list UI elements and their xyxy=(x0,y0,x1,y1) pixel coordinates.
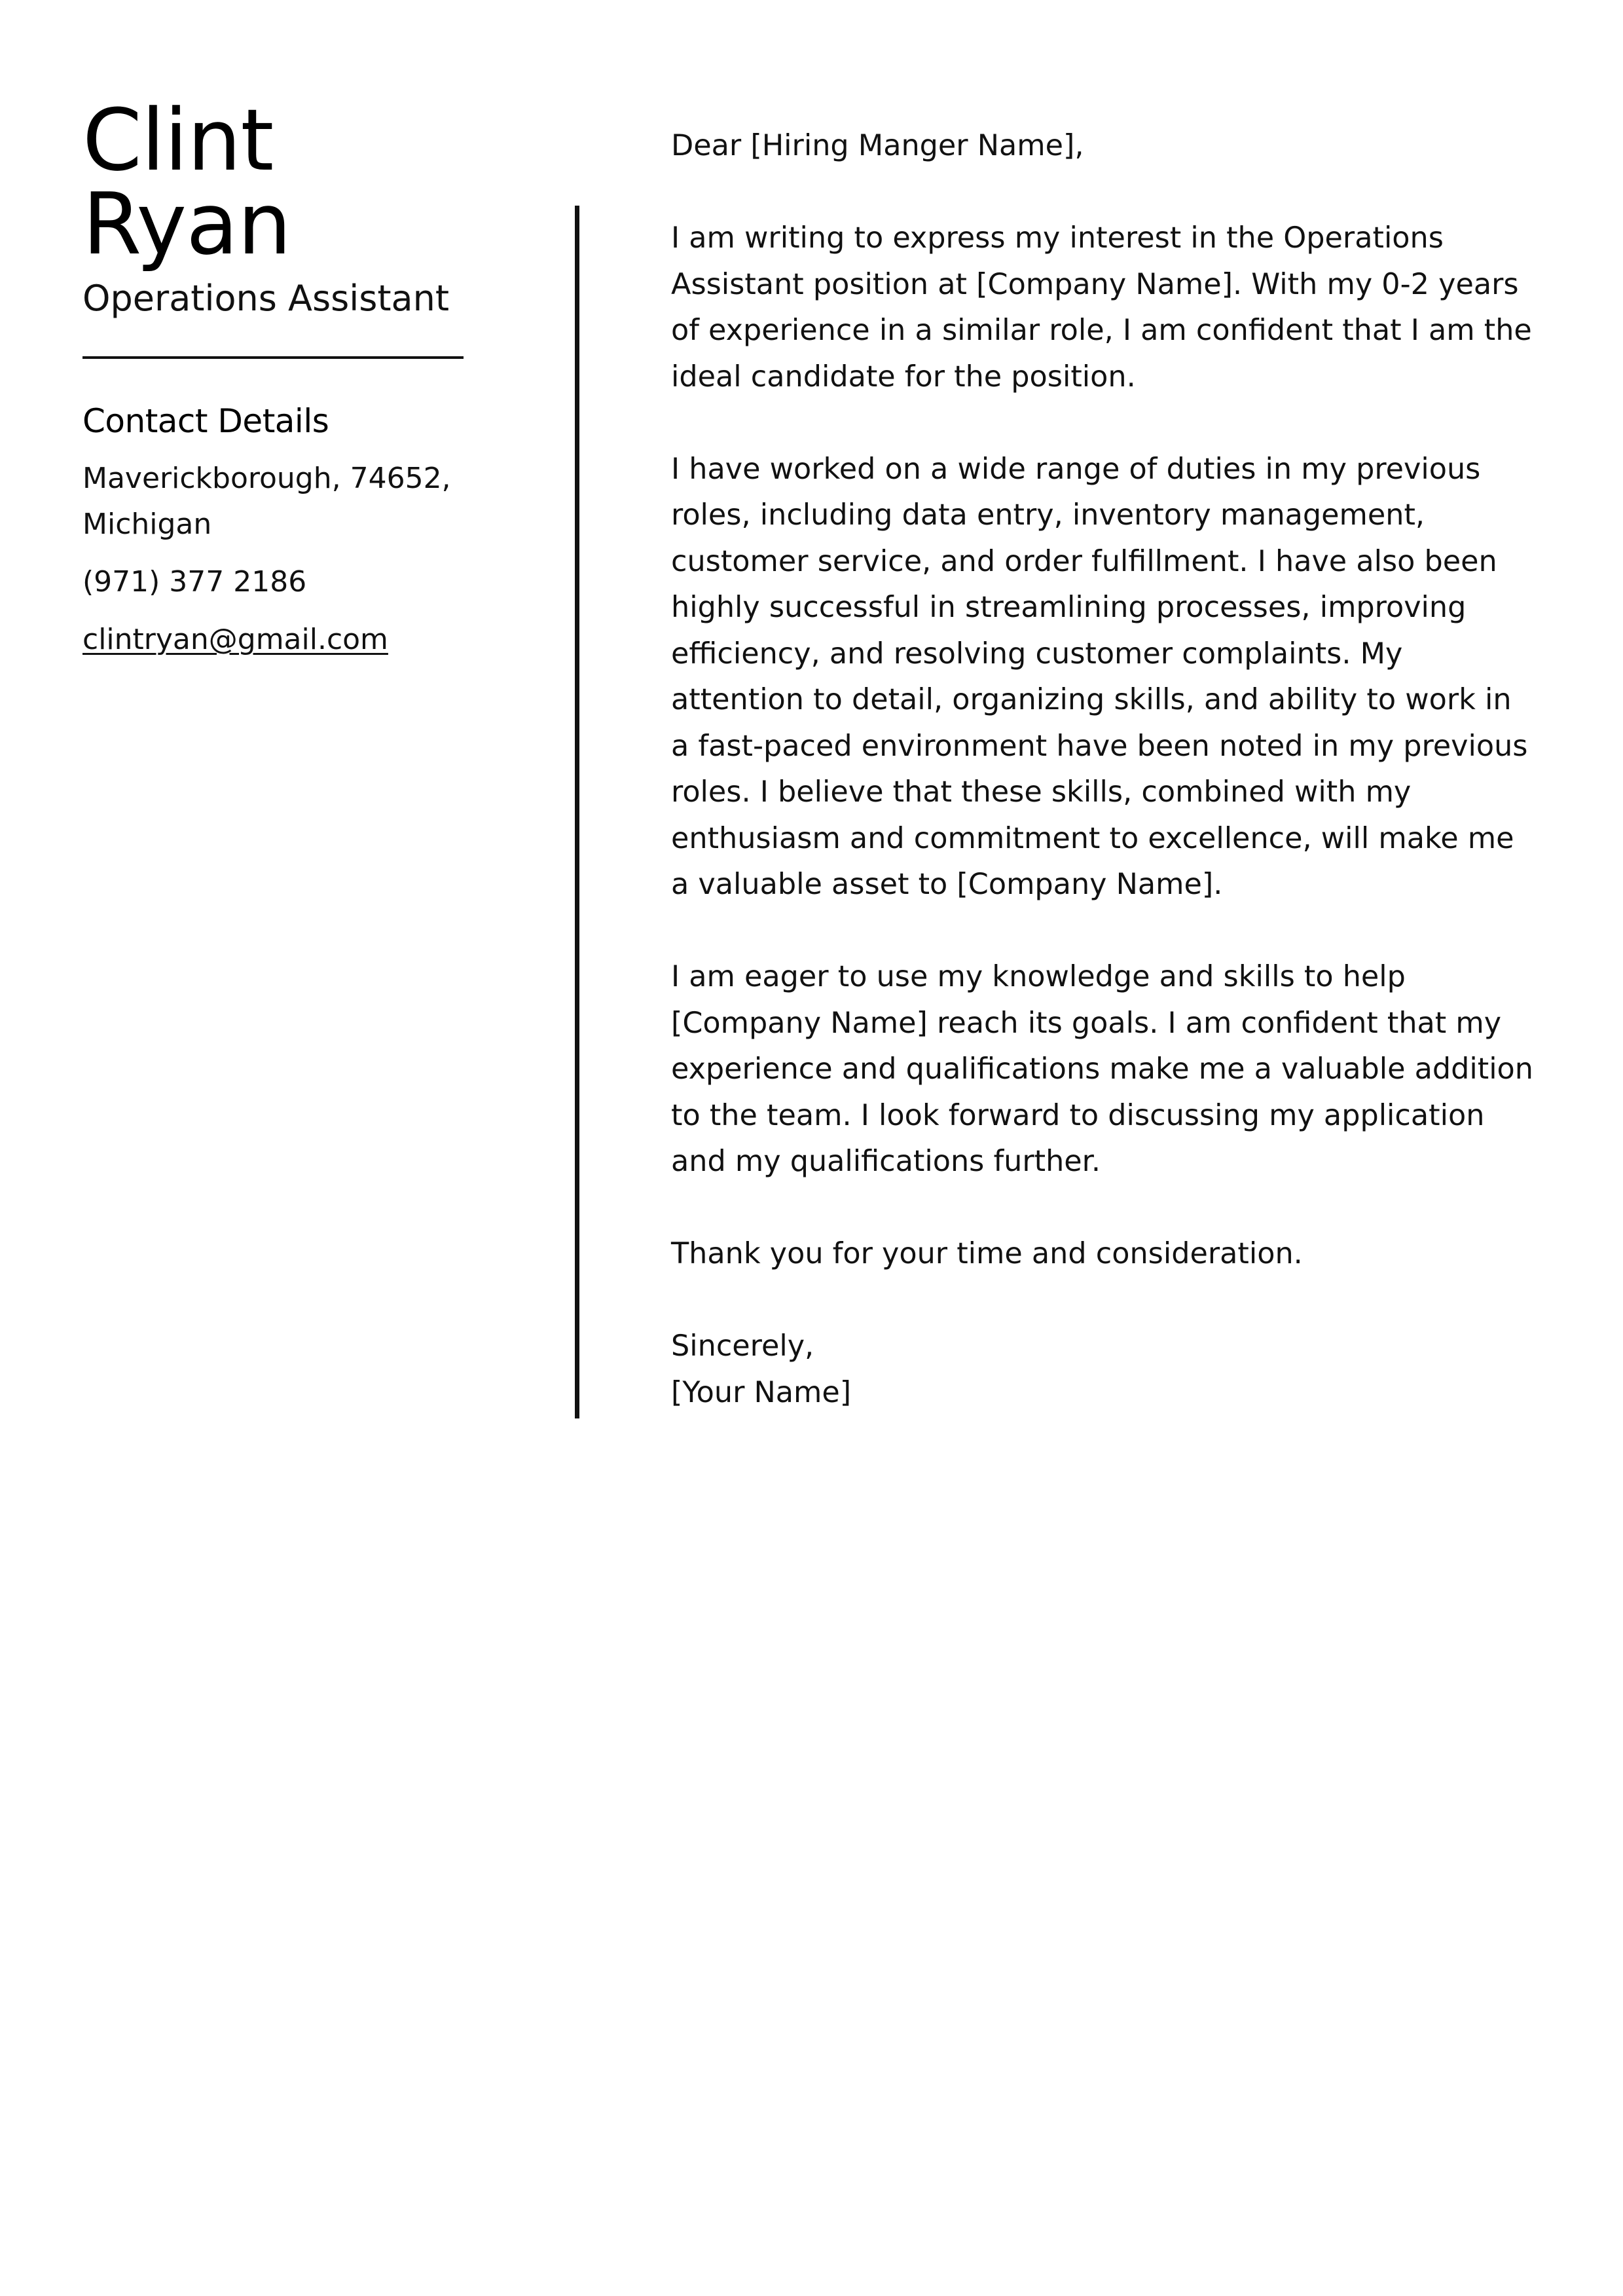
paragraph-thanks: Thank you for your time and consideration. xyxy=(671,1237,1303,1270)
contact-phone: (971) 377 2186 xyxy=(82,565,307,599)
signature: [Your Name] xyxy=(671,1375,852,1409)
job-title: Operations Assistant xyxy=(82,278,450,319)
contact-heading: Contact Details xyxy=(82,402,329,440)
paragraph-experience: I have worked on a wide range of duties in my previous roles, including data entry, inventory management, customer service, and order fulfillment. I have also been highly successful in streamlining processes, improving efficiency, and resolving customer complaints. My attention to detail, organizing skills, and ability to work in a fast-paced environment have been noted in my previous roles. I believe that these skills, combined with my enthusiasm and commitment to excellence, will make me a valuable asset to [Company Name]. xyxy=(671,452,1528,901)
email-link[interactable]: clintryan@gmail.com xyxy=(82,623,388,656)
vertical-divider xyxy=(575,206,579,1418)
first-name: Clint xyxy=(82,90,274,190)
candidate-name xyxy=(82,90,475,274)
paragraph-intro: I am writing to express my interest in the Operations Assistant position at [Company Name]. With my 0-2 years of experience in a similar role, I am confident that I am the ideal candidate for the position. xyxy=(671,221,1532,394)
contact-address xyxy=(82,456,475,547)
paragraph-goals: I am eager to use my knowledge and skills to help [Company Name] reach its goals. I am confident that my experience and qualifications make me a valuable addition to the team. I look forward to discussing my application and my qualifications further. xyxy=(671,960,1533,1178)
title-divider xyxy=(82,356,464,359)
last-name: Ryan xyxy=(82,174,291,274)
contact-email-row xyxy=(82,617,475,663)
closing: Sincerely, xyxy=(671,1329,814,1363)
salutation: Dear [Hiring Manger Name], xyxy=(671,129,1084,162)
address-line-2: Michigan xyxy=(82,508,212,541)
cover-letter-body xyxy=(671,123,1535,1416)
address-line-1: Maverickborough, 74652, xyxy=(82,462,451,495)
sidebar xyxy=(82,90,475,663)
